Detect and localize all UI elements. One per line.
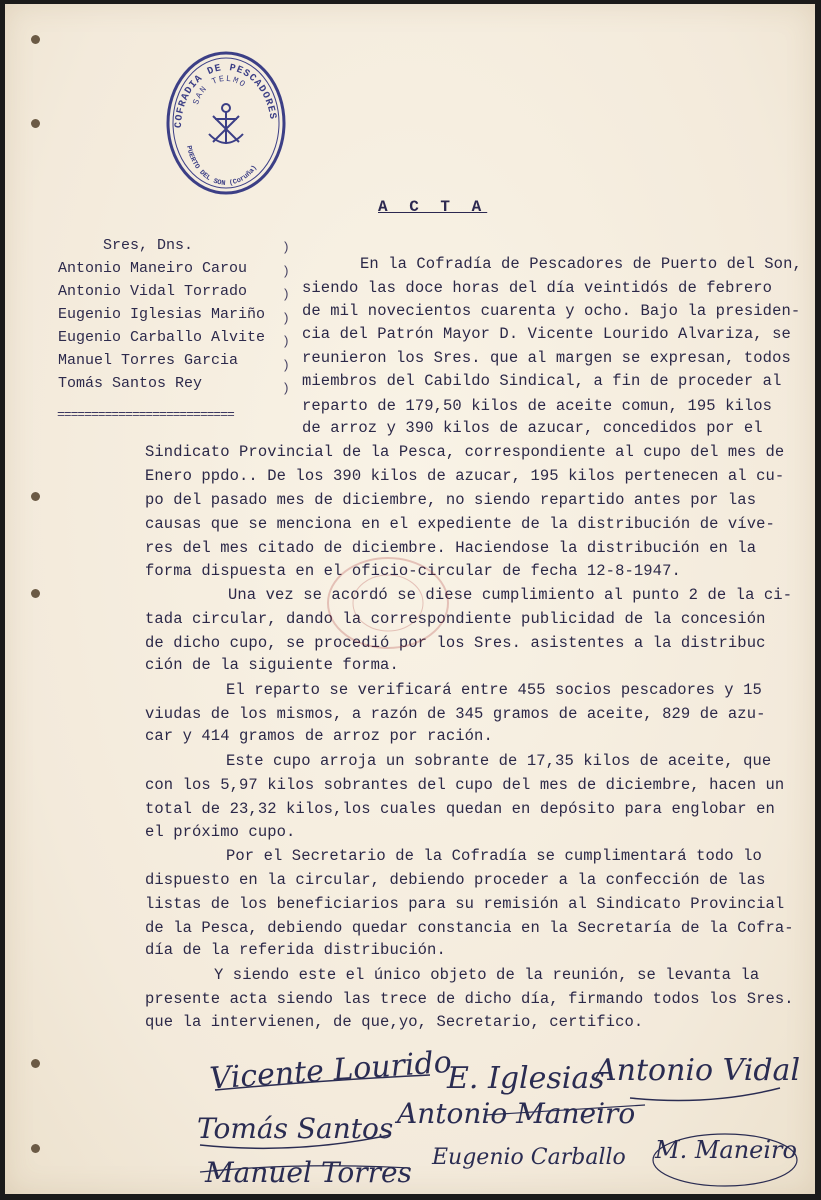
separator-rule: ========================== — [57, 407, 234, 422]
attendee-name: Tomás Santos Rey — [58, 375, 203, 392]
body-line: el próximo cupo. — [145, 823, 296, 841]
body-line: dispuesto en la circular, debiendo proceder a la confección de las — [145, 871, 766, 889]
body-line: causas que se menciona en el expediente de la distribución de víve- — [145, 515, 775, 533]
body-line: con los 5,97 kilos sobrantes del cupo del mes de diciembre, hacen un — [145, 776, 785, 794]
body-line: En la Cofradía de Pescadores de Puerto del Son, — [360, 255, 802, 273]
svg-text:M. Maneiro: M. Maneiro — [655, 1136, 797, 1164]
body-line: car y 414 gramos de arroz por ración. — [145, 727, 493, 745]
cofradia-stamp — [163, 48, 289, 198]
svg-text:E. Iglesias: E. Iglesias — [447, 1061, 605, 1096]
body-line: res del mes citado de diciembre. Haciendose la distribución en la — [145, 539, 757, 557]
attendee-name: Eugenio Iglesias Mariño — [58, 306, 266, 323]
svg-text:Antonio Maneiro: Antonio Maneiro — [397, 1097, 636, 1130]
svg-text:Manuel Torres: Manuel Torres — [205, 1156, 412, 1189]
body-line: Sindicato Provincial de la Pesca, correspondiente al cupo del mes de — [145, 443, 785, 461]
signature — [650, 1120, 805, 1190]
binder-hole — [31, 492, 40, 501]
body-line: de dicho cupo, se procedió por los Sres. asistentes a la distribuc — [145, 634, 766, 652]
binder-hole — [31, 119, 40, 128]
binder-hole — [31, 589, 40, 598]
body-line: presente acta siendo las trece de dicho día, firmando todos los Sres. — [145, 990, 794, 1008]
stamp-inner-text: SAN TELMO — [191, 73, 249, 106]
attendee-name: Antonio Vidal Torrado — [58, 283, 248, 300]
body-line: cia del Patrón Mayor D. Vicente Lourido Alvariza, se — [302, 325, 791, 343]
svg-text:Tomás Santos: Tomás Santos — [197, 1112, 394, 1145]
body-line: Y siendo este el único objeto de la reunión, se levanta la — [214, 966, 760, 984]
body-line: El reparto se verificará entre 455 socios pescadores y 15 — [226, 681, 762, 699]
body-line: día de la referida distribución. — [145, 941, 446, 959]
body-line: forma dispuesta en el oficio-circular de fecha 12-8-1947. — [145, 562, 681, 580]
body-line: reunieron los Sres. que al margen se expresan, todos — [302, 349, 791, 367]
svg-text:Antonio Vidal: Antonio Vidal — [595, 1053, 801, 1088]
body-line: de arroz y 390 kilos de azucar, concedidos por el — [302, 419, 763, 437]
binder-hole — [31, 1059, 40, 1068]
body-line: total de 23,32 kilos,los cuales quedan en depósito para englobar en — [145, 800, 775, 818]
body-line: Este cupo arroja un sobrante de 17,35 kilos de aceite, que — [226, 752, 772, 770]
binder-hole — [31, 35, 40, 44]
signature — [200, 1148, 415, 1194]
bracket-margin: ) ) ) ) ) ) ) — [282, 240, 290, 396]
salutation: Sres, Dns. — [103, 237, 194, 254]
attendee-name: Manuel Torres Garcia — [58, 352, 239, 369]
signature — [430, 1130, 645, 1180]
body-line: de la Pesca, debiendo quedar constancia en la Secretaría de la Cofra- — [145, 919, 794, 937]
body-line: Una vez se acordó se diese cumplimiento al punto 2 de la ci- — [228, 586, 793, 604]
attendee-name: Eugenio Carballo Alvite — [58, 329, 266, 346]
body-line: tada circular, dando la correspondiente publicidad de la concesión — [145, 610, 766, 628]
body-line: viudas de los mismos, a razón de 345 gramos de aceite, 829 de azu- — [145, 705, 766, 723]
svg-text:Vicente Lourido: Vicente Lourido — [208, 1044, 453, 1097]
anchor-icon — [209, 104, 243, 144]
document-title: A C T A — [378, 198, 488, 216]
body-line: que la intervienen, de que,yo, Secretario, certifico. — [145, 1013, 644, 1031]
body-line: Enero ppdo.. De los 390 kilos de azucar, 195 kilos pertenecen al cu- — [145, 467, 785, 485]
body-line: Por el Secretario de la Cofradía se cumplimentará todo lo — [226, 847, 762, 865]
stamp-outer-text: COFRADIA DE PESCADORES — [173, 62, 278, 129]
binder-hole — [31, 1144, 40, 1153]
body-line: listas de los beneficiarios para su remisión al Sindicato Provincial — [145, 895, 785, 913]
svg-text:Eugenio Carballo: Eugenio Carballo — [432, 1145, 626, 1170]
body-line: po del pasado mes de diciembre, no siendo repartido antes por las — [145, 491, 757, 509]
body-line: de mil novecientos cuarenta y ocho. Bajo la presiden- — [302, 302, 801, 320]
body-line: ción de la siguiente forma. — [145, 656, 399, 674]
attendee-name: Antonio Maneiro Carou — [58, 260, 248, 277]
body-line: miembros del Cabildo Sindical, a fin de proceder al — [302, 372, 782, 390]
archive-watermark — [318, 548, 458, 658]
stamp-bottom-text: PUERTO DEL SON (Coruña) — [184, 144, 260, 188]
attendees-list — [58, 234, 298, 395]
body-line: reparto de 179,50 kilos de aceite comun, 195 kilos — [302, 397, 773, 415]
body-line: siendo las doce horas del día veintidós de febrero — [302, 279, 773, 297]
